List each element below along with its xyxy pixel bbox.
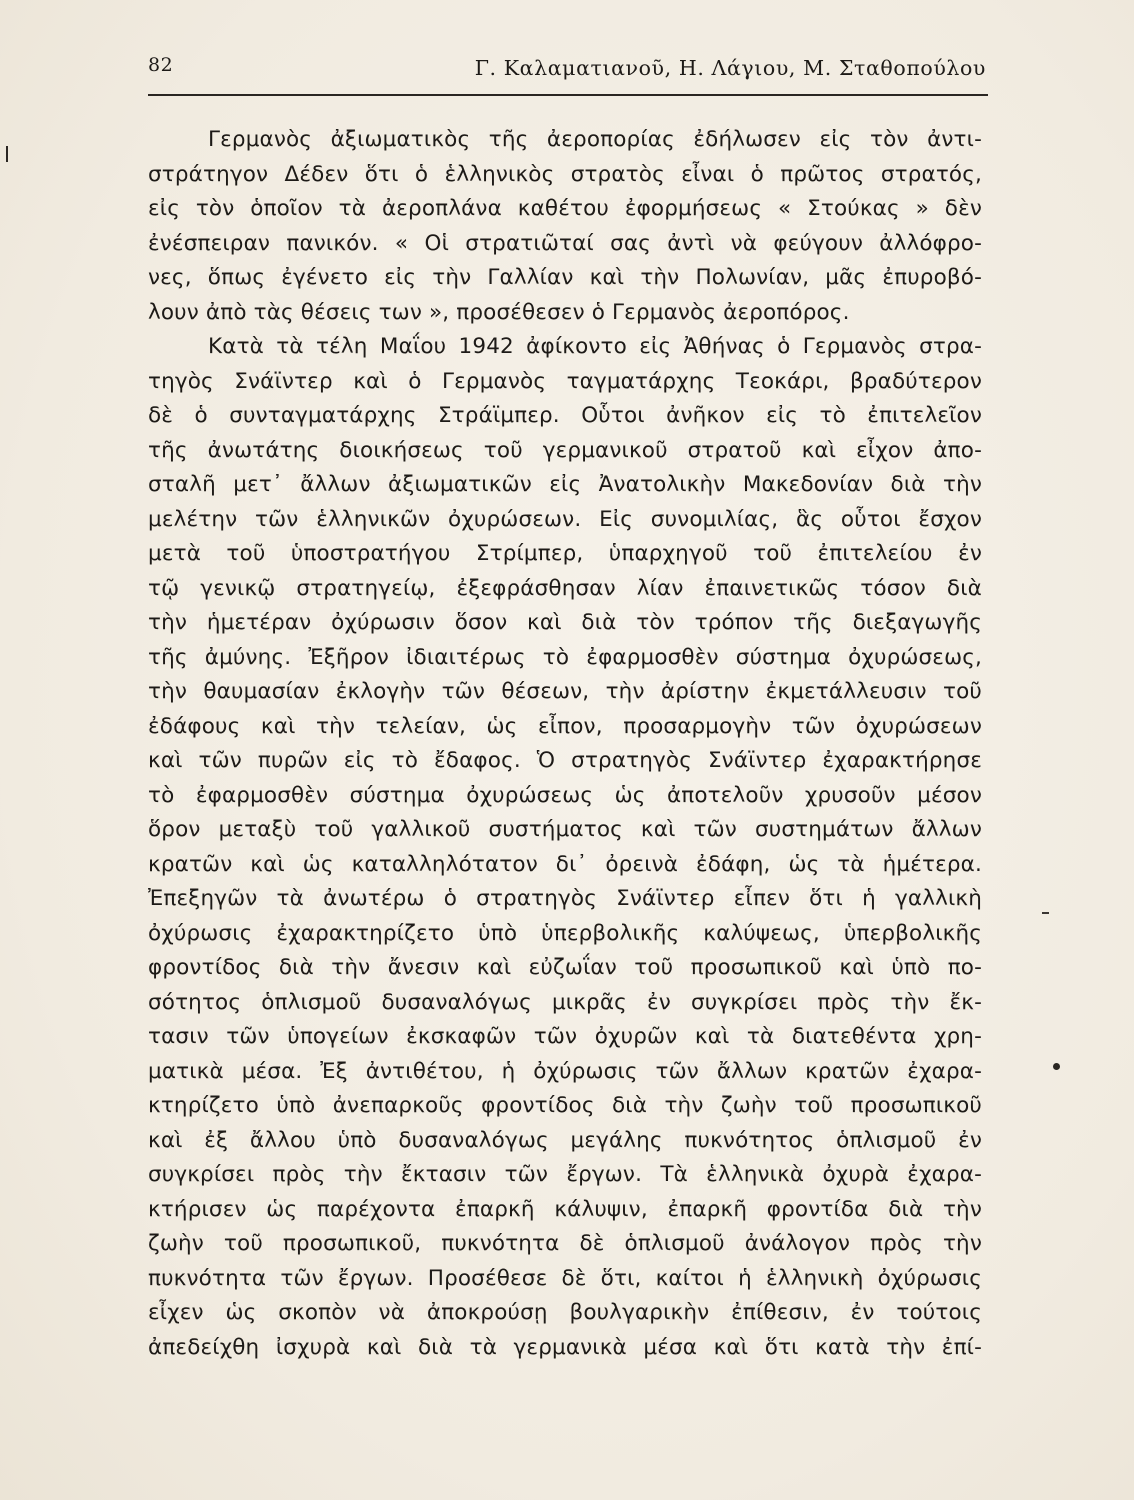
body-text (148, 123, 982, 1365)
text-line: Ἐπεξηγῶν τὰ ἀνωτέρω ὁ στρατηγὸς Σνάϊντερ εἶπεν ὅτι ἡ γαλλικὴ (148, 886, 982, 911)
text-line: ζωὴν τοῦ προσωπικοῦ, πυκνότητα δὲ ὁπλισμοῦ ἀνάλογον πρὸς τὴν (148, 1231, 982, 1256)
text-line: Κατὰ τὰ τέλη Μαΐου 1942 ἀφίκοντο εἰς Ἀθήνας ὁ Γερμανὸς στρα- (208, 334, 982, 359)
text-line: λουν ἀπὸ τὰς θέσεις των », προσέθεσεν ὁ Γερμανὸς ἀεροπόρος. (148, 299, 850, 325)
text-line: τῷ γενικῷ στρατηγείῳ, ἐξεφράσθησαν λίαν ἐπαινετικῶς τόσον διὰ (148, 575, 982, 601)
text-line: μελέτην τῶν ἑλληνικῶν ὀχυρώσεων. Εἰς συνομιλίας, ἃς οὗτοι ἔσχον (148, 506, 982, 532)
text-line: νες, ὅπως ἐγένετο εἰς τὴν Γαλλίαν καὶ τὴν Πολωνίαν, μᾶς ἐπυροβό- (148, 265, 982, 290)
text-line: φροντίδος διὰ τὴν ἄνεσιν καὶ εὐζωΐαν τοῦ προσωπικοῦ καὶ ὑπὸ πο- (148, 955, 982, 980)
text-line: τῆς ἀμύνης. Ἐξῆρον ἰδιαιτέρως τὸ ἐφαρμοσθὲν σύστημα ὀχυρώσεως, (148, 644, 982, 670)
text-line: τὸ ἐφαρμοσθὲν σύστημα ὀχυρώσεως ὡς ἀποτελοῦν χρυσοῦν μέσον (148, 782, 982, 808)
text-line: τηγὸς Σνάϊντερ καὶ ὁ Γερμανὸς ταγματάρχης Τεοκάρι, βραδύτερον (148, 368, 982, 394)
text-line: δὲ ὁ συνταγματάρχης Στράϊμπερ. Οὗτοι ἀνῆκον εἰς τὸ ἐπιτελεῖον (148, 403, 982, 428)
text-line: στράτηγον Δέδεν ὅτι ὁ ἑλληνικὸς στρατὸς εἶναι ὁ πρῶτος στρατός, (148, 161, 982, 187)
text-line: τασιν τῶν ὑπογείων ἐκσκαφῶν τῶν ὀχυρῶν καὶ τὰ διατεθέντα χρη- (148, 1024, 982, 1049)
margin-mark (6, 146, 8, 162)
text-line: καὶ ἐξ ἄλλου ὑπὸ δυσαναλόγως μεγάλης πυκνότητος ὁπλισμοῦ ἐν (148, 1127, 982, 1153)
text-line: καὶ τῶν πυρῶν εἰς τὸ ἔδαφος. Ὁ στρατηγὸς Σνάϊντερ ἐχαρακτήρησε (148, 748, 982, 773)
text-line: μετὰ τοῦ ὑποστρατήγου Στρίμπερ, ὑπαρχηγοῦ τοῦ ἐπιτελείου ἐν (148, 541, 982, 566)
page-header (148, 52, 986, 94)
text-line: κρατῶν καὶ ὡς καταλληλότατον δι᾽ ὀρεινὰ ἐδάφη, ὡς τὰ ἡμέτερα. (148, 851, 982, 877)
text-line: πυκνότητα τῶν ἔργων. Προσέθεσε δὲ ὅτι, καίτοι ἡ ἑλληνικὴ ὀχύρωσις (148, 1265, 982, 1291)
text-line: ὅρον μεταξὺ τοῦ γαλλικοῦ συστήματος καὶ τῶν συστημάτων ἄλλων (148, 817, 982, 842)
text-line: ἀπεδείχθη ἰσχυρὰ καὶ διὰ τὰ γερμανικὰ μέσα καὶ ὅτι κατὰ τὴν ἐπί- (148, 1334, 982, 1360)
header-rule (148, 94, 988, 96)
page-number: 82 (148, 54, 174, 76)
margin-tick (1042, 912, 1049, 914)
text-line: κτηρίζετο ὑπὸ ἀνεπαρκοῦς φροντίδος διὰ τὴν ζωὴν τοῦ προσωπικοῦ (148, 1093, 982, 1118)
text-line: ματικὰ μέσα. Ἐξ ἀντιθέτου, ἡ ὀχύρωσις τῶν ἄλλων κρατῶν ἐχαρα- (148, 1058, 982, 1084)
text-line: τὴν θαυμασίαν ἐκλογὴν τῶν θέσεων, τὴν ἀρίστην ἐκμετάλλευσιν τοῦ (148, 679, 982, 704)
running-head-authors: Γ. Καλαματιανοῦ, Η. Λάγιου, Μ. Σταθοπούλου (474, 56, 986, 80)
text-line: σότητος ὁπλισμοῦ δυσαναλόγως μικρᾶς ἐν συγκρίσει πρὸς τὴν ἔκ- (148, 989, 982, 1015)
text-line: σταλῆ μετ᾽ ἄλλων ἀξιωματικῶν εἰς Ἀνατολικὴν Μακεδονίαν διὰ τὴν (148, 472, 982, 497)
text-line: τὴν ἡμετέραν ὀχύρωσιν ὅσον καὶ διὰ τὸν τρόπον τῆς διεξαγωγῆς (148, 610, 982, 635)
text-line: τῆς ἀνωτάτης διοικήσεως τοῦ γερμανικοῦ στρατοῦ καὶ εἶχον ἀπο- (148, 437, 982, 463)
text-line: εἰς τὸν ὁποῖον τὰ ἀεροπλάνα καθέτου ἐφορμήσεως « Στούκας » δὲν (148, 196, 982, 221)
margin-dot (1053, 1063, 1060, 1070)
text-line: συγκρίσει πρὸς τὴν ἔκτασιν τῶν ἔργων. Τὰ ἑλληνικὰ ὀχυρὰ ἐχαρα- (148, 1162, 982, 1187)
text-line: ἐδάφους καὶ τὴν τελείαν, ὡς εἶπον, προσαρμογὴν τῶν ὀχυρώσεων (148, 713, 982, 739)
text-line: Γερμανὸς ἀξιωματικὸς τῆς ἀεροπορίας ἐδήλωσεν εἰς τὸν ἀντι- (208, 127, 982, 152)
text-line: κτήρισεν ὡς παρέχοντα ἐπαρκῆ κάλυψιν, ἐπαρκῆ φροντίδα διὰ τὴν (148, 1196, 982, 1222)
text-line: ὀχύρωσις ἐχαρακτηρίζετο ὑπὸ ὑπερβολικῆς καλύψεως, ὑπερβολικῆς (148, 920, 982, 946)
text-line: ἐνέσπειραν πανικόν. « Οἱ στρατιῶταί σας ἀντὶ νὰ φεύγουν ἀλλόφρο- (148, 230, 982, 256)
text-line: εἶχεν ὡς σκοπὸν νὰ ἀποκρούσῃ βουλγαρικὴν ἐπίθεσιν, ἐν τούτοις (148, 1300, 982, 1325)
